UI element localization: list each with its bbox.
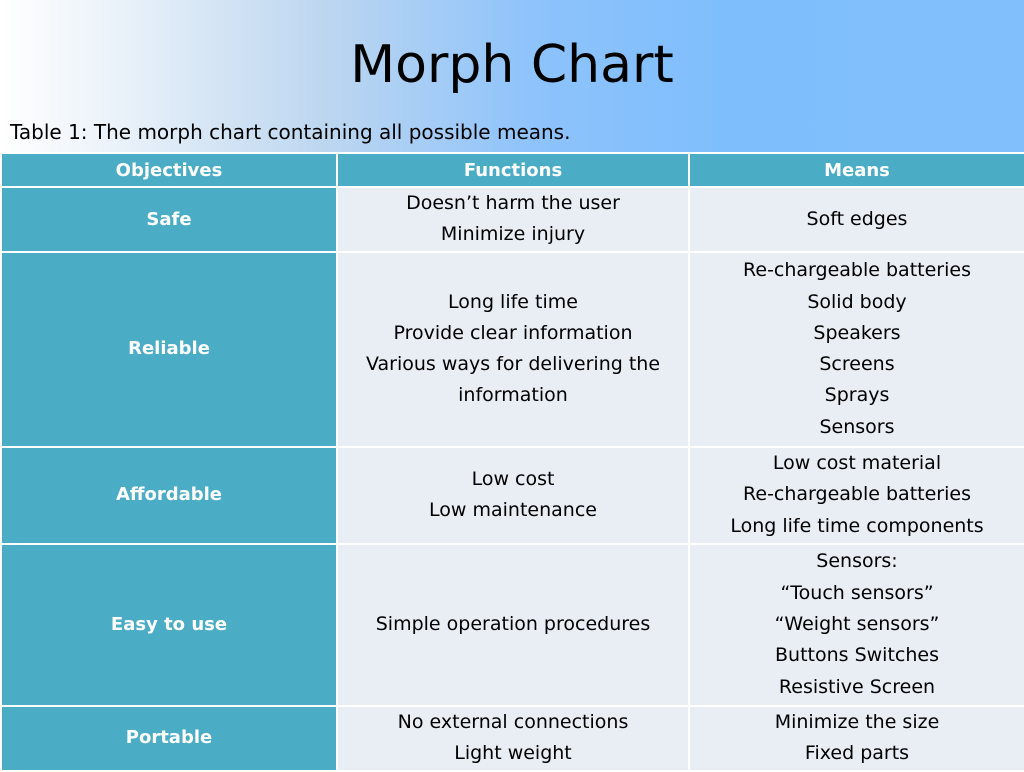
means-item: Re-chargeable batteries	[743, 483, 971, 506]
means-item: Low cost material	[772, 452, 942, 475]
means-cell	[689, 252, 1024, 447]
header-objectives: Objectives	[1, 153, 337, 187]
function-item: Doesn’t harm the user	[406, 192, 620, 214]
function-item: Various ways for delivering the	[365, 353, 661, 376]
function-item: No external connections	[397, 710, 629, 733]
means-item: Solid body	[807, 290, 907, 313]
morph-chart-table	[0, 152, 1024, 772]
objective-cell: Portable	[1, 706, 337, 771]
means-item: Re-chargeable batteries	[743, 259, 971, 282]
functions-cell	[337, 252, 689, 447]
means-item: Buttons Switches	[775, 644, 939, 667]
means-item: “Touch sensors”	[780, 581, 934, 604]
objective-cell: Easy to use	[1, 544, 337, 706]
table-row	[1, 544, 1024, 706]
means-item: Sensors	[819, 415, 895, 438]
means-cell	[689, 706, 1024, 771]
header-functions: Functions	[337, 153, 689, 187]
means-cell	[689, 447, 1024, 544]
means-item: Speakers	[813, 321, 901, 344]
objective-cell: Affordable	[1, 447, 337, 544]
function-item: Minimize injury	[440, 223, 586, 246]
table-row	[1, 252, 1024, 447]
means-item: Sensors:	[816, 550, 898, 573]
means-item: Resistive Screen	[778, 675, 936, 698]
header-row	[1, 153, 1024, 187]
function-item: Light weight	[454, 742, 572, 765]
slide-title: Morph Chart	[350, 35, 674, 95]
means-item: Fixed parts	[804, 742, 910, 765]
function-item: Long life time	[448, 290, 578, 313]
function-item: Low maintenance	[429, 499, 597, 522]
means-cell	[689, 544, 1024, 706]
means-item: Soft edges	[806, 207, 908, 230]
objective-cell: Safe	[1, 187, 337, 252]
function-item: information	[458, 384, 568, 407]
functions-cell	[337, 706, 689, 771]
objective-cell: Reliable	[1, 252, 337, 447]
table-row	[1, 187, 1024, 252]
means-item: Sprays	[824, 384, 890, 407]
functions-cell	[337, 544, 689, 706]
function-item: Low cost	[471, 467, 555, 490]
table-caption: Table 1: The morph chart containing all possible means.	[10, 120, 571, 144]
means-item: Screens	[819, 353, 895, 376]
means-item: Long life time components	[730, 514, 984, 537]
functions-cell	[337, 187, 689, 252]
function-item: Provide clear information	[393, 321, 633, 344]
function-item: Simple operation procedures	[375, 612, 651, 635]
table-row	[1, 706, 1024, 771]
functions-cell	[337, 447, 689, 544]
means-item: Minimize the size	[774, 710, 940, 733]
table-row	[1, 447, 1024, 544]
header-means: Means	[689, 153, 1024, 187]
means-cell	[689, 187, 1024, 252]
means-item: “Weight sensors”	[774, 612, 940, 635]
